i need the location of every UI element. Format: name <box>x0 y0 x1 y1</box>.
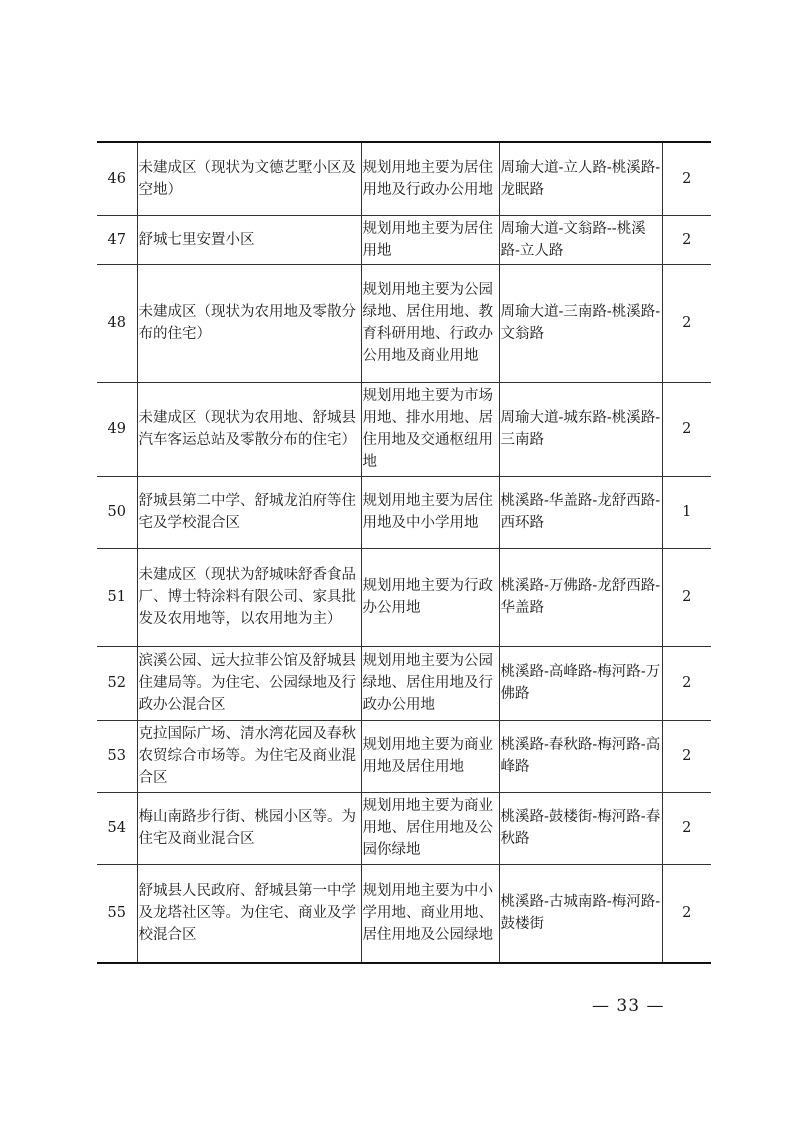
count-value: 1 <box>662 476 711 548</box>
table-row <box>97 864 711 963</box>
area-description: 梅山南路步行街、桃园小区等。为住宅及商业混合区 <box>137 792 361 864</box>
row-number: 55 <box>97 864 137 963</box>
boundary-roads: 桃溪路-鼓楼街-梅河路-春秋路 <box>499 792 662 864</box>
boundary-roads: 桃溪路-古城南路-梅河路-鼓楼街 <box>499 864 662 963</box>
boundary-roads: 桃溪路-春秋路-梅河路-高峰路 <box>499 720 662 792</box>
count-value: 2 <box>662 646 711 720</box>
area-description: 未建成区（现状为农用地及零散分布的住宅） <box>137 264 361 382</box>
count-value: 2 <box>662 215 711 264</box>
table-row <box>97 720 711 792</box>
area-description: 未建成区（现状为舒城味舒香食品厂、博士特涂料有限公司、家具批发及农用地等，以农用地为主） <box>137 548 361 646</box>
planned-land-use: 规划用地主要为居住用地及中小学用地 <box>361 476 499 548</box>
row-number: 54 <box>97 792 137 864</box>
row-number: 52 <box>97 646 137 720</box>
planned-land-use: 规划用地主要为公园绿地、居住用地、教育科研用地、行政办公用地及商业用地 <box>361 264 499 382</box>
boundary-roads: 桃溪路-华盖路-龙舒西路-西环路 <box>499 476 662 548</box>
row-number: 51 <box>97 548 137 646</box>
planned-land-use: 规划用地主要为居住用地及行政办公用地 <box>361 142 499 215</box>
planned-land-use: 规划用地主要为商业用地、居住用地及公园你绿地 <box>361 792 499 864</box>
table-row <box>97 142 711 215</box>
area-description: 未建成区（现状为农用地、舒城县汽车客运总站及零散分布的住宅） <box>137 382 361 476</box>
planned-land-use: 规划用地主要为公园绿地、居住用地及行政办公用地 <box>361 646 499 720</box>
boundary-roads: 桃溪路-万佛路-龙舒西路-华盖路 <box>499 548 662 646</box>
row-number: 50 <box>97 476 137 548</box>
planned-land-use: 规划用地主要为居住用地 <box>361 215 499 264</box>
row-number: 53 <box>97 720 137 792</box>
area-description: 滨溪公园、远大拉菲公馆及舒城县住建局等。为住宅、公园绿地及行政办公混合区 <box>137 646 361 720</box>
row-number: 46 <box>97 142 137 215</box>
table-row <box>97 646 711 720</box>
area-description: 舒城县第二中学、舒城龙泊府等住宅及学校混合区 <box>137 476 361 548</box>
planned-land-use: 规划用地主要为中小学用地、商业用地、居住用地及公园绿地 <box>361 864 499 963</box>
area-description: 未建成区（现状为文德艺墅小区及空地） <box>137 142 361 215</box>
count-value: 2 <box>662 548 711 646</box>
table-row <box>97 264 711 382</box>
zoning-table <box>97 141 711 964</box>
page-number: — 33 — <box>592 996 665 1016</box>
table-row <box>97 548 711 646</box>
planned-land-use: 规划用地主要为行政办公用地 <box>361 548 499 646</box>
count-value: 2 <box>662 864 711 963</box>
boundary-roads: 桃溪路-高峰路-梅河路-万佛路 <box>499 646 662 720</box>
boundary-roads: 周瑜大道-城东路-桃溪路-三南路 <box>499 382 662 476</box>
count-value: 2 <box>662 382 711 476</box>
boundary-roads: 周瑜大道-文翁路--桃溪路-立人路 <box>499 215 662 264</box>
table-row <box>97 382 711 476</box>
planned-land-use: 规划用地主要为商业用地及居住用地 <box>361 720 499 792</box>
count-value: 2 <box>662 264 711 382</box>
zoning-table-container <box>97 141 711 964</box>
table-row <box>97 476 711 548</box>
boundary-roads: 周瑜大道-三南路-桃溪路-文翁路 <box>499 264 662 382</box>
boundary-roads: 周瑜大道-立人路-桃溪路-龙眠路 <box>499 142 662 215</box>
row-number: 49 <box>97 382 137 476</box>
table-row <box>97 792 711 864</box>
area-description: 舒城七里安置小区 <box>137 215 361 264</box>
row-number: 48 <box>97 264 137 382</box>
row-number: 47 <box>97 215 137 264</box>
table-row <box>97 215 711 264</box>
planned-land-use: 规划用地主要为市场用地、排水用地、居住用地及交通枢纽用地 <box>361 382 499 476</box>
count-value: 2 <box>662 142 711 215</box>
area-description: 克拉国际广场、清水湾花园及春秋农贸综合市场等。为住宅及商业混合区 <box>137 720 361 792</box>
area-description: 舒城县人民政府、舒城县第一中学及龙塔社区等。为住宅、商业及学校混合区 <box>137 864 361 963</box>
count-value: 2 <box>662 720 711 792</box>
count-value: 2 <box>662 792 711 864</box>
